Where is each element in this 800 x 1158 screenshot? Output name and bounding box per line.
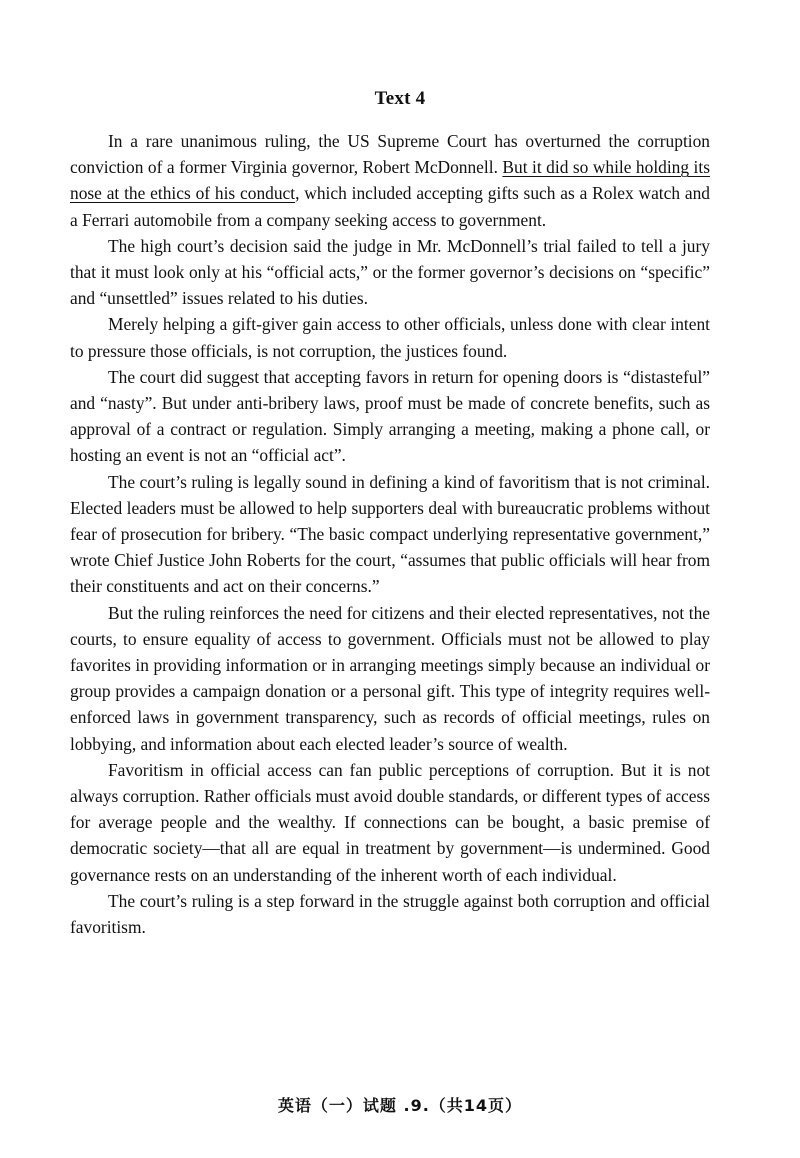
paragraph-1-rest: , which included accepting gifts such as a Rolex watch and a Ferrari automobile from a company seeking access to government.: [70, 183, 710, 230]
paragraph-1-intro: In a rare unanimous ruling, the US Supreme Court has overturned the corruption conviction of a former Virginia governor, Robert McDonnell.: [70, 131, 710, 178]
paragraph-6: But the ruling reinforces the need for citizens and their elected representatives, not the courts, to ensure equality of access to government. Officials must not be allowed to play favorites in providing information or in arranging meetings simply because an individual or group provides a campaign donation or a personal gift. This type of integrity requires well-enforced laws in government transparency, such as records of official meetings, rules on lobbying, and information about each elected leader’s source of wealth.: [70, 602, 710, 754]
paragraph-1: [70, 128, 710, 233]
passage-body: [70, 128, 710, 940]
paragraph-4: The court did suggest that accepting favors in return for opening doors is “distasteful” and “nasty”. But under anti-bribery laws, proof must be made of concrete benefits, such as approval of a contract or regulation. Simply arranging a meeting, making a phone call, or hosting an event is not an “official act”.: [70, 366, 710, 466]
paragraph-5: The court’s ruling is legally sound in defining a kind of favoritism that is not criminal. Elected leaders must be allowed to help supporters deal with bureaucratic problems without fear of prosecution for bribery. “The basic compact underlying representative government,” wrote Chief Justice John Roberts for the court, “assumes that public officials will hear from their constituents and act on their concerns.”: [70, 471, 710, 597]
paragraph-8: The court’s ruling is a step forward in the struggle against both corruption and official favoritism.: [70, 890, 710, 938]
paragraph-3: Merely helping a gift-giver gain access to other officials, unless done with clear intent to pressure those officials, is not corruption, the justices found.: [70, 314, 710, 361]
paragraph-2: The high court’s decision said the judge in Mr. McDonnell’s trial failed to tell a jury that it must look only at his “official acts,” or the former governor’s decisions on “specific” and “unsettled” issues related to his duties.: [70, 235, 710, 309]
underlined-sentence: But it did so while holding its nose at the ethics of his conduct: [70, 157, 710, 204]
page-footer: 英语（一）试题 .9.（共14页）: [277, 1096, 523, 1115]
paragraph-7: Favoritism in official access can fan public perceptions of corruption. But it is not always corruption. Rather officials must avoid double standards, or different types of access for average people and the wealthy. If connections can be bought, a basic premise of democratic society—that all are equal in treatment by government—is undermined. Good governance rests on an understanding of the inherent worth of each individual.: [70, 759, 710, 885]
passage-title: Text 4: [374, 88, 426, 109]
